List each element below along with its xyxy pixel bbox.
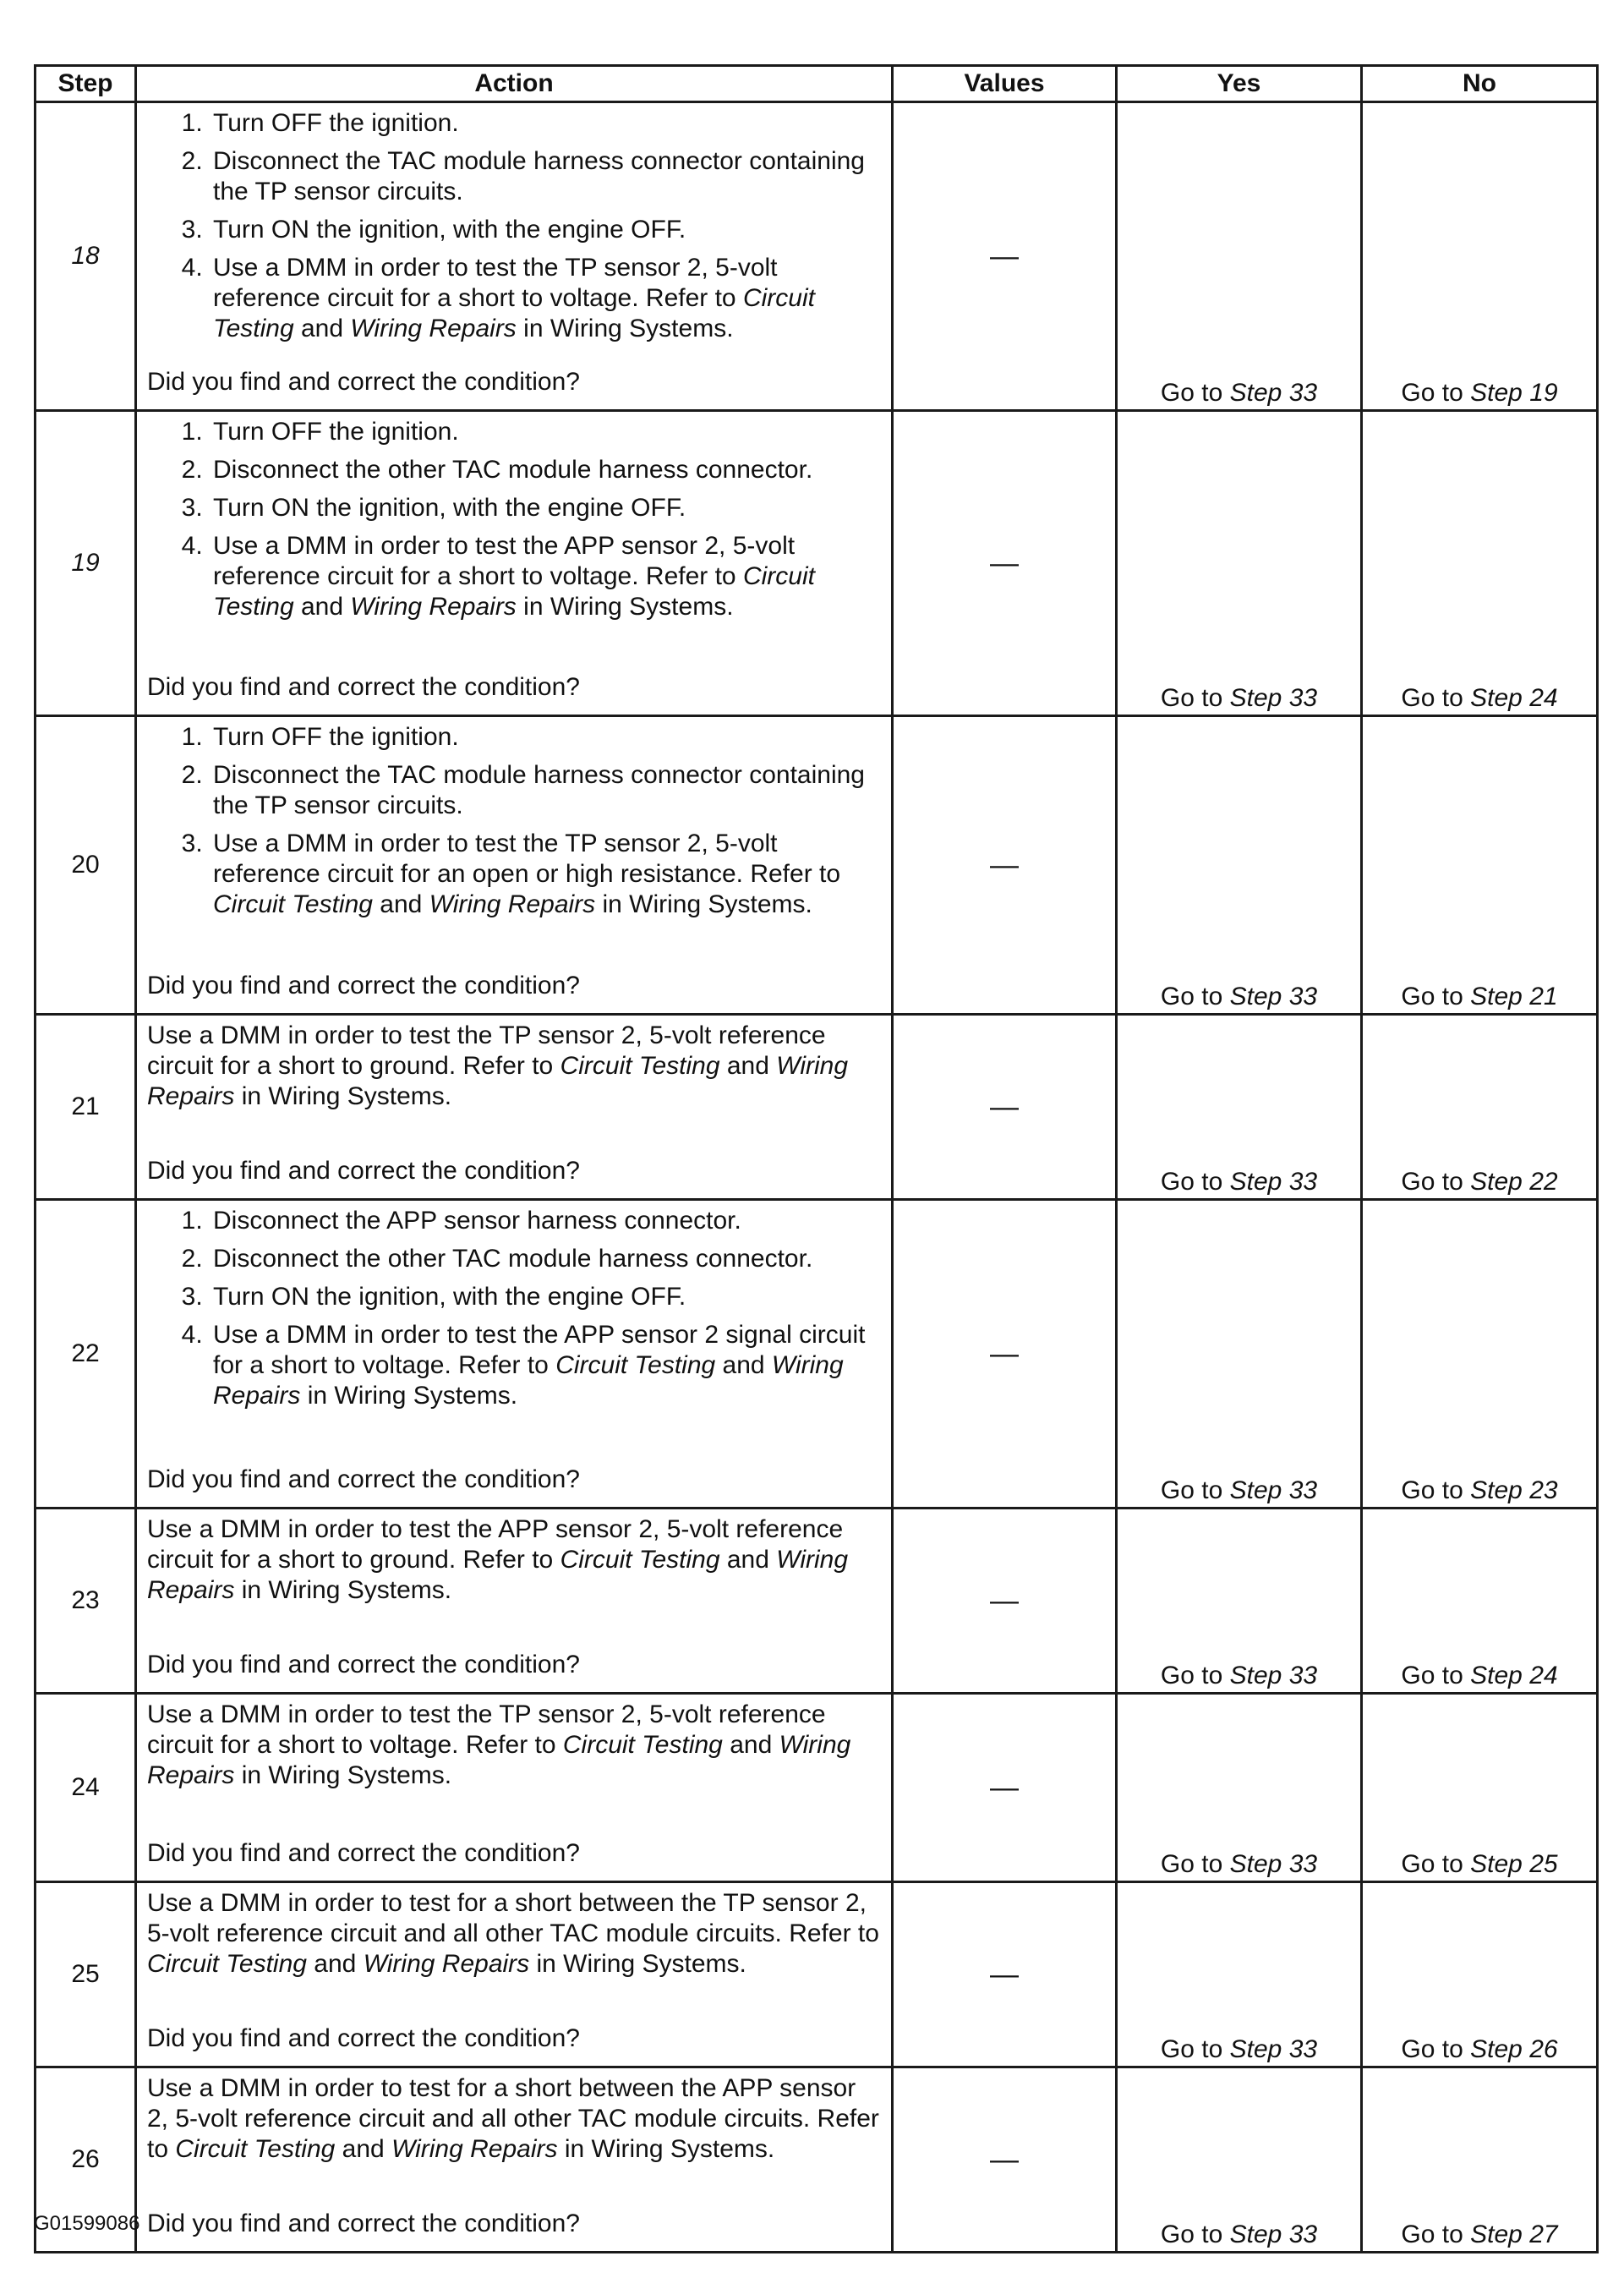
yes-cell — [1117, 2067, 1362, 2253]
yes-goto-step: Step 33 — [1229, 1476, 1318, 1504]
action-paragraph-text: Use a DMM in order to test the APP sensor 2, 5-volt reference circuit for a short to ground. Refer to — [147, 1515, 844, 1574]
no-goto-step: Step 24 — [1470, 1662, 1558, 1689]
action-step-list — [147, 108, 883, 352]
doc-reference: Circuit Testing — [213, 890, 373, 918]
table-row — [36, 1694, 1598, 1882]
action-paragraph — [147, 1700, 883, 1791]
doc-reference: Circuit Testing — [213, 562, 815, 621]
action-paragraph-text: Use a DMM in order to test for a short between the TP sensor 2, 5-volt reference circuit and all other TAC module circuits. Refer to — [147, 1889, 879, 1947]
step-number: 19 — [36, 411, 136, 716]
step-number: 24 — [36, 1694, 136, 1882]
step-number: 23 — [36, 1509, 136, 1694]
action-step-text: Turn ON the ignition, with the engine OFF. — [213, 216, 686, 244]
action-paragraph-text: in Wiring Systems. — [234, 1082, 452, 1110]
step-number: 21 — [36, 1015, 136, 1200]
action-step-list — [147, 1206, 883, 1419]
no-cell — [1362, 1015, 1598, 1200]
step-number: 20 — [36, 716, 136, 1015]
action-paragraph-text: and — [722, 1731, 779, 1759]
values-cell: — — [893, 1015, 1117, 1200]
action-cell — [136, 1694, 893, 1882]
yes-goto-step: Step 33 — [1229, 1850, 1318, 1878]
table-row — [36, 1015, 1598, 1200]
action-cell — [136, 102, 893, 411]
action-step — [210, 531, 883, 622]
values-cell: — — [893, 1882, 1117, 2067]
action-step-text: in Wiring Systems. — [300, 1382, 518, 1410]
action-cell — [136, 1882, 893, 2067]
yes-goto-step: Step 33 — [1229, 2221, 1318, 2248]
action-step-text: in Wiring Systems. — [595, 890, 812, 918]
action-step — [210, 1320, 883, 1411]
doc-reference: Circuit Testing — [560, 1546, 720, 1574]
action-step-text: Turn OFF the ignition. — [213, 109, 459, 137]
table-row — [36, 2067, 1598, 2253]
no-goto-prefix: Go to — [1401, 983, 1471, 1010]
yes-goto-prefix: Go to — [1160, 2221, 1230, 2248]
yes-cell — [1117, 716, 1362, 1015]
yes-goto-prefix: Go to — [1160, 379, 1230, 407]
yes-cell — [1117, 1509, 1362, 1694]
values-cell: — — [893, 411, 1117, 716]
action-step-text: Turn ON the ignition, with the engine OFF. — [213, 494, 686, 522]
no-cell — [1362, 1509, 1598, 1694]
action-paragraph-text: in Wiring Systems. — [234, 1761, 452, 1789]
table-row — [36, 1882, 1598, 2067]
action-paragraph — [147, 1021, 883, 1112]
header-action: Action — [136, 66, 893, 102]
action-paragraph-text: Use a DMM in order to test the TP sensor 2, 5-volt reference circuit for a short to ground. Refer to — [147, 1021, 826, 1080]
doc-reference: Wiring Repairs — [363, 1950, 530, 1978]
action-paragraph-text: Use a DMM in order to test the TP sensor 2, 5-volt reference circuit for a short to voltage. Refer to — [147, 1700, 826, 1759]
table-row — [36, 411, 1598, 716]
table-row — [36, 1509, 1598, 1694]
no-cell — [1362, 102, 1598, 411]
action-question: Did you find and correct the condition? — [147, 1465, 580, 1493]
doc-reference: Circuit Testing — [560, 1052, 720, 1080]
yes-goto-prefix: Go to — [1160, 1850, 1230, 1878]
action-step-text: Disconnect the TAC module harness connector containing the TP sensor circuits. — [213, 147, 865, 205]
action-step — [210, 1244, 883, 1274]
action-question: Did you find and correct the condition? — [147, 1157, 580, 1185]
action-paragraph-text: in Wiring Systems. — [234, 1576, 452, 1604]
action-step-text: and — [293, 593, 351, 621]
action-step-text: Use a DMM in order to test the APP sensor 2, 5-volt reference circuit for a short to voltage. Refer to — [213, 532, 796, 590]
action-question: Did you find and correct the condition? — [147, 2024, 580, 2052]
yes-cell — [1117, 1200, 1362, 1509]
step-number: 18 — [36, 102, 136, 411]
action-step — [210, 455, 883, 485]
no-cell — [1362, 1694, 1598, 1882]
doc-reference: Wiring Repairs — [213, 1351, 844, 1410]
values-cell: — — [893, 1509, 1117, 1694]
action-content — [147, 1700, 883, 1869]
action-cell — [136, 716, 893, 1015]
table-row — [36, 1200, 1598, 1509]
doc-reference: Circuit Testing — [555, 1351, 716, 1379]
yes-goto-prefix: Go to — [1160, 983, 1230, 1010]
action-step-text: Use a DMM in order to test the TP sensor 2, 5-volt reference circuit for a short to voltage. Refer to — [213, 254, 778, 312]
no-goto-step: Step 24 — [1470, 684, 1558, 712]
action-step-text: in Wiring Systems. — [516, 593, 734, 621]
no-goto-prefix: Go to — [1401, 1168, 1471, 1196]
action-content — [147, 1206, 883, 1495]
yes-goto-step: Step 33 — [1229, 2035, 1318, 2063]
no-goto-step: Step 23 — [1470, 1476, 1558, 1504]
action-content — [147, 417, 883, 703]
action-content — [147, 1021, 883, 1186]
action-step — [210, 146, 883, 207]
action-cell — [136, 411, 893, 716]
table-body — [36, 102, 1598, 2253]
action-paragraph — [147, 2073, 883, 2165]
action-content — [147, 2073, 883, 2239]
yes-goto-step: Step 33 — [1229, 1662, 1318, 1689]
action-question: Did you find and correct the condition? — [147, 673, 580, 701]
no-cell — [1362, 716, 1598, 1015]
doc-reference: Wiring Repairs — [147, 1546, 849, 1604]
action-step-text: and — [372, 890, 429, 918]
header-values: Values — [893, 66, 1117, 102]
action-paragraph-text: in Wiring Systems. — [529, 1950, 746, 1978]
values-cell: — — [893, 1200, 1117, 1509]
action-step-text: and — [715, 1351, 772, 1379]
action-cell — [136, 1509, 893, 1694]
yes-goto-step: Step 33 — [1229, 983, 1318, 1010]
action-paragraph-text: in Wiring Systems. — [557, 2135, 775, 2163]
action-step — [210, 829, 883, 920]
action-paragraph-text: and — [719, 1052, 777, 1080]
action-paragraph-text: and — [306, 1950, 364, 1978]
doc-reference: Circuit Testing — [213, 284, 815, 342]
action-step — [210, 1206, 883, 1236]
action-step-text: Turn OFF the ignition. — [213, 418, 459, 446]
action-content — [147, 108, 883, 397]
action-paragraph-text: Use a DMM in order to test for a short between the APP sensor 2, 5-volt reference circuit and all other TAC module circuits. Refer to — [147, 2074, 879, 2163]
yes-goto-prefix: Go to — [1160, 1168, 1230, 1196]
action-step-text: Use a DMM in order to test the APP sensor 2 signal circuit for a short to voltage. Refer to — [213, 1321, 866, 1379]
no-goto-prefix: Go to — [1401, 1850, 1471, 1878]
action-cell — [136, 1015, 893, 1200]
doc-reference: Wiring Repairs — [429, 890, 596, 918]
action-content — [147, 1888, 883, 2054]
action-question: Did you find and correct the condition? — [147, 368, 580, 396]
action-step — [210, 493, 883, 523]
figure-id: G01599086 — [34, 2212, 140, 2235]
yes-goto-prefix: Go to — [1160, 1476, 1230, 1504]
action-step — [210, 1282, 883, 1312]
action-question: Did you find and correct the condition? — [147, 2210, 580, 2237]
yes-goto-prefix: Go to — [1160, 2035, 1230, 2063]
action-step-text: Turn OFF the ignition. — [213, 723, 459, 751]
no-goto-prefix: Go to — [1401, 379, 1471, 407]
no-goto-step: Step 19 — [1470, 379, 1558, 407]
action-step — [210, 215, 883, 245]
table-row — [36, 102, 1598, 411]
no-cell — [1362, 411, 1598, 716]
doc-reference: Wiring Repairs — [147, 1731, 851, 1789]
header-yes: Yes — [1117, 66, 1362, 102]
action-step-text: Disconnect the other TAC module harness connector. — [213, 456, 813, 484]
action-question: Did you find and correct the condition? — [147, 1839, 580, 1867]
action-paragraph — [147, 1888, 883, 1980]
action-step-text: Disconnect the TAC module harness connector containing the TP sensor circuits. — [213, 761, 865, 819]
yes-goto-prefix: Go to — [1160, 1662, 1230, 1689]
action-step-list — [147, 722, 883, 928]
doc-reference: Circuit Testing — [147, 1950, 307, 1978]
action-step-text: Disconnect the other TAC module harness connector. — [213, 1245, 813, 1273]
action-step-text: Disconnect the APP sensor harness connector. — [213, 1207, 741, 1235]
values-cell: — — [893, 102, 1117, 411]
no-goto-step: Step 25 — [1470, 1850, 1558, 1878]
doc-reference: Wiring Repairs — [147, 1052, 849, 1110]
action-step-text: and — [293, 315, 351, 342]
action-paragraph-text: and — [335, 2135, 392, 2163]
no-goto-prefix: Go to — [1401, 684, 1471, 712]
no-goto-step: Step 27 — [1470, 2221, 1558, 2248]
action-cell — [136, 2067, 893, 2253]
no-goto-step: Step 21 — [1470, 983, 1558, 1010]
no-goto-prefix: Go to — [1401, 1662, 1471, 1689]
no-goto-prefix: Go to — [1401, 2221, 1471, 2248]
action-paragraph-text: and — [719, 1546, 777, 1574]
action-cell — [136, 1200, 893, 1509]
action-step — [210, 417, 883, 447]
header-step: Step — [36, 66, 136, 102]
no-goto-prefix: Go to — [1401, 2035, 1471, 2063]
yes-cell — [1117, 1015, 1362, 1200]
action-question: Did you find and correct the condition? — [147, 1651, 580, 1678]
yes-cell — [1117, 102, 1362, 411]
action-content — [147, 1514, 883, 1680]
action-step — [210, 722, 883, 753]
action-paragraph — [147, 1514, 883, 1606]
yes-cell — [1117, 1694, 1362, 1882]
action-step-list — [147, 417, 883, 630]
action-step — [210, 108, 883, 139]
no-goto-step: Step 22 — [1470, 1168, 1558, 1196]
no-cell — [1362, 2067, 1598, 2253]
step-number: 26 — [36, 2067, 136, 2253]
header-row — [36, 66, 1598, 102]
action-content — [147, 722, 883, 1001]
action-step — [210, 253, 883, 344]
no-goto-prefix: Go to — [1401, 1476, 1471, 1504]
values-cell: — — [893, 2067, 1117, 2253]
action-step-text: Turn ON the ignition, with the engine OFF. — [213, 1283, 686, 1311]
values-cell: — — [893, 1694, 1117, 1882]
yes-goto-step: Step 33 — [1229, 1168, 1318, 1196]
step-number: 22 — [36, 1200, 136, 1509]
no-cell — [1362, 1200, 1598, 1509]
yes-cell — [1117, 411, 1362, 716]
doc-reference: Circuit Testing — [562, 1731, 723, 1759]
header-no: No — [1362, 66, 1598, 102]
values-cell: — — [893, 716, 1117, 1015]
diagnostic-table — [34, 64, 1599, 2253]
action-step-text: in Wiring Systems. — [516, 315, 734, 342]
table-row — [36, 716, 1598, 1015]
doc-reference: Wiring Repairs — [350, 593, 517, 621]
action-question: Did you find and correct the condition? — [147, 972, 580, 999]
doc-reference: Wiring Repairs — [391, 2135, 558, 2163]
yes-goto-step: Step 33 — [1229, 379, 1318, 407]
doc-reference: Wiring Repairs — [350, 315, 517, 342]
yes-goto-prefix: Go to — [1160, 684, 1230, 712]
yes-goto-step: Step 33 — [1229, 684, 1318, 712]
action-step-text: Use a DMM in order to test the TP sensor 2, 5-volt reference circuit for an open or high resistance. Refer to — [213, 830, 841, 888]
no-goto-step: Step 26 — [1470, 2035, 1558, 2063]
step-number: 25 — [36, 1882, 136, 2067]
action-step — [210, 760, 883, 821]
doc-reference: Circuit Testing — [175, 2135, 336, 2163]
no-cell — [1362, 1882, 1598, 2067]
yes-cell — [1117, 1882, 1362, 2067]
